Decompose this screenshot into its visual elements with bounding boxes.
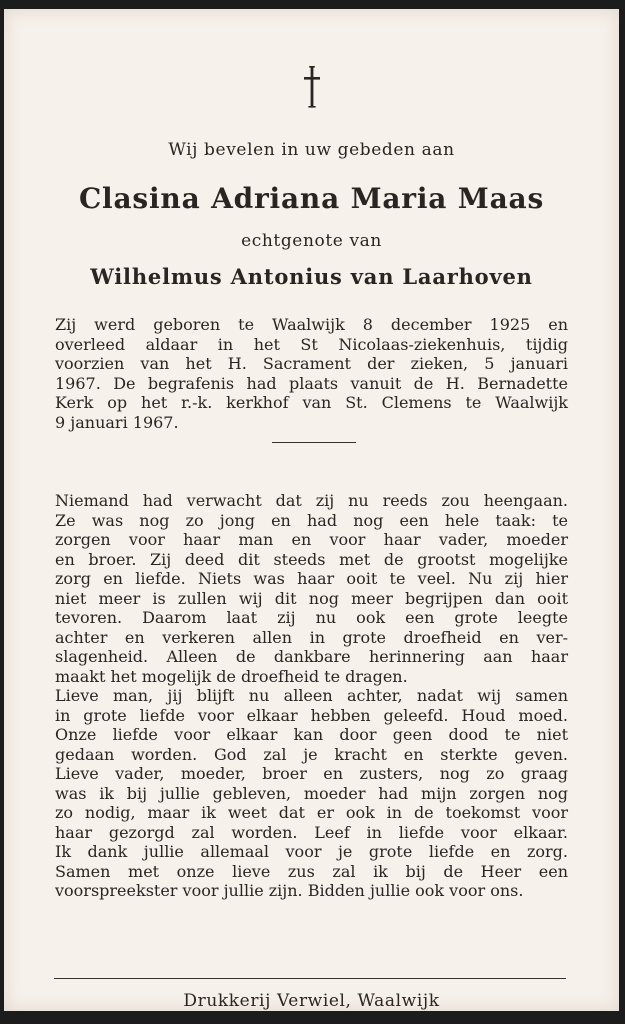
biography-line: 1967. De begrafenis had plaats vanuit de H. Bernadette (55, 373, 568, 393)
spouse-relation: echtgenote van (241, 231, 382, 251)
message-line: was ik bij jullie gebleven, moeder had mijn zorgen nog (55, 783, 568, 803)
footer-divider (54, 978, 566, 979)
biography-line: overleed aldaar in het St Nicolaas-ziekenhuis, tijdig (55, 334, 568, 354)
message-line: maakt het mogelijk de droefheid te dragen. (55, 666, 408, 686)
message-line: Lieve man, jij blijft nu alleen achter, nadat wij samen (55, 686, 568, 705)
message-line: Onze liefde voor elkaar kan door geen dood te niet (55, 725, 568, 744)
message-line: slagenheid. Alleen de dankbare herinnering aan haar (55, 647, 568, 666)
message-line: in grote liefde voor elkaar hebben geleefd. Houd moed. (55, 705, 568, 725)
biography-line: Kerk op het r.-k. kerkhof van St. Clemens te Waalwijk (55, 393, 568, 412)
deceased-name: Clasina Adriana Maria Maas (78, 182, 545, 215)
message-line: achter en verkeren allen in grote droefheid en ver- (55, 627, 568, 647)
spouse-name: Wilhelmus Antonius van Laarhoven (90, 264, 533, 289)
cross-icon (4, 65, 619, 113)
message-line: zorg en liefde. Niets was haar ooit te veel. Nu zij hier (55, 569, 568, 588)
biography-line: voorzien van het H. Sacrament der zieken, 5 januari (55, 354, 568, 373)
message-line: zorgen voor haar man en voor haar vader, moeder (55, 530, 568, 549)
biography-line: Zij werd geboren te Waalwijk 8 december 1925 en (55, 315, 568, 334)
message-line: en broer. Zij deed dit steeds met de grootst mogelijke (55, 549, 568, 569)
message-line: Ik dank jullie allemaal voor je grote liefde en zorg. (55, 842, 568, 861)
message-line: haar gezorgd zal worden. Leef in liefde voor elkaar. (55, 822, 568, 842)
message-line: zo nodig, maar ik weet dat er ook in de toekomst voor (55, 803, 568, 822)
message-line: Niemand had verwacht dat zij nu reeds zou heengaan. (55, 491, 568, 510)
message-paragraph (55, 491, 568, 901)
memorial-card (4, 9, 619, 1011)
biography-paragraph (55, 315, 568, 432)
message-line: voorspreekster voor jullie zijn. Bidden jullie ook voor ons. (55, 881, 524, 900)
intro-text: Wij bevelen in uw gebeden aan (168, 140, 455, 160)
message-line: niet meer is zullen wij dit nog meer begrijpen dan ooit (55, 588, 568, 608)
message-line: Lieve vader, moeder, broer en zusters, nog zo graag (55, 764, 568, 783)
short-divider (272, 442, 356, 443)
message-line: tevoren. Daarom laat zij nu ook een grote leegte (55, 608, 568, 627)
biography-line: 9 januari 1967. (55, 412, 179, 432)
message-line: gedaan worden. God zal je kracht en sterkte geven. (55, 744, 568, 764)
message-line: Ze was nog zo jong en had nog een hele taak: te (55, 510, 568, 530)
printer-credit: Drukkerij Verwiel, Waalwijk (183, 991, 440, 1011)
message-line: Samen met onze lieve zus zal ik bij de Heer een (55, 861, 568, 881)
